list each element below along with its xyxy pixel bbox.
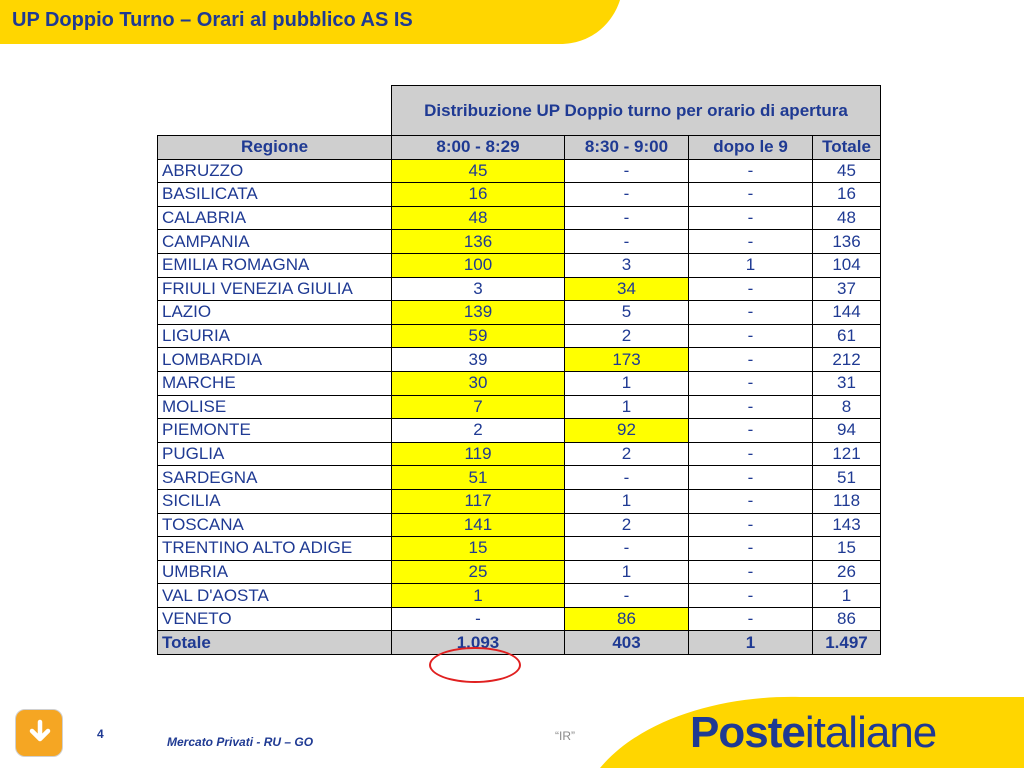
cell-totale: 26 [813,560,881,584]
table-row [158,419,881,443]
cell-8-00-8-29: 2 [392,419,565,443]
table-row [158,371,881,395]
table-row [158,395,881,419]
download-arrow-icon[interactable] [15,709,63,757]
total-dopo-le-9: 1 [689,631,813,655]
cell-8-30-9-00: 1 [565,395,689,419]
cell-dopo-le-9: - [689,513,813,537]
logo-poste: Poste [690,708,805,757]
cell-totale: 86 [813,607,881,631]
cell-8-00-8-29: 51 [392,466,565,490]
cell-8-30-9-00: 5 [565,301,689,325]
footer-text: Mercato Privati - RU – GO [167,735,314,749]
cell-8-30-9-00: 2 [565,324,689,348]
cell-totale: 104 [813,253,881,277]
group-header: Distribuzione UP Doppio turno per orario di apertura [392,86,881,136]
table-row [158,607,881,631]
cell-8-00-8-29: 139 [392,301,565,325]
cell-dopo-le-9: - [689,348,813,372]
cell-regione: SARDEGNA [158,466,392,490]
table-row [158,348,881,372]
cell-8-00-8-29: 117 [392,489,565,513]
page-title: UP Doppio Turno – Orari al pubblico AS IS [12,9,413,31]
cell-dopo-le-9: - [689,371,813,395]
cell-dopo-le-9: - [689,489,813,513]
cell-totale: 16 [813,183,881,207]
cell-regione: EMILIA ROMAGNA [158,253,392,277]
cell-8-00-8-29: 119 [392,442,565,466]
cell-8-30-9-00: 2 [565,513,689,537]
cell-totale: 48 [813,206,881,230]
table-row [158,324,881,348]
cell-regione: SICILIA [158,489,392,513]
cell-8-30-9-00: - [565,466,689,490]
cell-8-00-8-29: 30 [392,371,565,395]
title-banner [0,0,620,44]
cell-8-00-8-29: 7 [392,395,565,419]
highlight-circle [429,647,521,683]
cell-8-00-8-29: 3 [392,277,565,301]
cell-regione: CAMPANIA [158,230,392,254]
total-totale: 1.497 [813,631,881,655]
total-row [158,631,881,655]
col-header-8-30-9-00: 8:30 - 9:00 [565,136,689,160]
cell-regione: TOSCANA [158,513,392,537]
col-header-dopo-le-9: dopo le 9 [689,136,813,160]
cell-totale: 136 [813,230,881,254]
table-row [158,183,881,207]
cell-totale: 37 [813,277,881,301]
cell-regione: FRIULI VENEZIA GIULIA [158,277,392,301]
cell-dopo-le-9: - [689,183,813,207]
cell-8-00-8-29: 15 [392,537,565,561]
cell-dopo-le-9: - [689,324,813,348]
cell-totale: 1 [813,584,881,608]
cell-8-30-9-00: - [565,584,689,608]
table-row [158,230,881,254]
cell-dopo-le-9: - [689,560,813,584]
cell-dopo-le-9: - [689,230,813,254]
cell-regione: PUGLIA [158,442,392,466]
cell-8-00-8-29: 25 [392,560,565,584]
cell-8-00-8-29: 59 [392,324,565,348]
cell-8-30-9-00: 1 [565,489,689,513]
cell-8-00-8-29: 1 [392,584,565,608]
column-header-row [158,136,881,160]
cell-8-30-9-00: 34 [565,277,689,301]
cell-totale: 144 [813,301,881,325]
cell-regione: PIEMONTE [158,419,392,443]
cell-dopo-le-9: - [689,301,813,325]
cell-dopo-le-9: - [689,442,813,466]
cell-regione: ABRUZZO [158,159,392,183]
col-header-regione: Regione [158,136,392,160]
cell-totale: 61 [813,324,881,348]
cell-totale: 51 [813,466,881,490]
cell-regione: LOMBARDIA [158,348,392,372]
table-row [158,584,881,608]
cell-regione: TRENTINO ALTO ADIGE [158,537,392,561]
page-number: 4 [97,727,104,741]
cell-dopo-le-9: - [689,395,813,419]
cell-regione: MARCHE [158,371,392,395]
table-body [158,159,881,631]
table-row [158,537,881,561]
blank-corner-cell [158,86,392,136]
col-header-totale: Totale [813,136,881,160]
cell-totale: 94 [813,419,881,443]
cell-totale: 121 [813,442,881,466]
cell-regione: VAL D'AOSTA [158,584,392,608]
cell-8-00-8-29: 48 [392,206,565,230]
cell-regione: LAZIO [158,301,392,325]
cell-totale: 15 [813,537,881,561]
cell-8-00-8-29: 141 [392,513,565,537]
cell-8-30-9-00: 173 [565,348,689,372]
cell-8-30-9-00: 2 [565,442,689,466]
cell-8-30-9-00: - [565,206,689,230]
table-row [158,560,881,584]
cell-8-30-9-00: 1 [565,371,689,395]
col-header-8-00-8-29: 8:00 - 8:29 [392,136,565,160]
cell-dopo-le-9: - [689,277,813,301]
cell-dopo-le-9: - [689,159,813,183]
cell-regione: BASILICATA [158,183,392,207]
download-arrow-glyph [26,719,54,747]
table-row [158,513,881,537]
cell-totale: 212 [813,348,881,372]
cell-regione: CALABRIA [158,206,392,230]
cell-dopo-le-9: - [689,607,813,631]
cell-8-30-9-00: - [565,159,689,183]
cell-8-30-9-00: - [565,537,689,561]
cell-dopo-le-9: - [689,419,813,443]
cell-8-30-9-00: 1 [565,560,689,584]
cell-totale: 45 [813,159,881,183]
cell-8-30-9-00: - [565,183,689,207]
table-row [158,159,881,183]
cell-dopo-le-9: 1 [689,253,813,277]
logo-italiane: italiane [804,708,937,757]
total-8-30-9-00: 403 [565,631,689,655]
table-row [158,442,881,466]
cell-dopo-le-9: - [689,537,813,561]
cell-8-00-8-29: - [392,607,565,631]
distribution-table [157,85,881,655]
cell-8-00-8-29: 16 [392,183,565,207]
table-row [158,301,881,325]
table-row [158,253,881,277]
cell-8-00-8-29: 100 [392,253,565,277]
cell-dopo-le-9: - [689,584,813,608]
cell-8-30-9-00: - [565,230,689,254]
table-row [158,466,881,490]
cell-regione: VENETO [158,607,392,631]
cell-regione: UMBRIA [158,560,392,584]
total-8-00-8-29: 1.093 [392,631,565,655]
cell-totale: 8 [813,395,881,419]
table-row [158,489,881,513]
footer-ir-label: “IR” [555,729,575,743]
cell-dopo-le-9: - [689,206,813,230]
cell-regione: MOLISE [158,395,392,419]
cell-regione: LIGURIA [158,324,392,348]
poste-italiane-logo [690,709,936,757]
cell-8-30-9-00: 3 [565,253,689,277]
total-label: Totale [158,631,392,655]
table-row [158,206,881,230]
cell-dopo-le-9: - [689,466,813,490]
cell-8-00-8-29: 39 [392,348,565,372]
cell-totale: 143 [813,513,881,537]
cell-totale: 31 [813,371,881,395]
cell-8-30-9-00: 92 [565,419,689,443]
cell-8-00-8-29: 45 [392,159,565,183]
group-header-row [158,86,881,136]
cell-totale: 118 [813,489,881,513]
cell-8-00-8-29: 136 [392,230,565,254]
cell-8-30-9-00: 86 [565,607,689,631]
table-row [158,277,881,301]
